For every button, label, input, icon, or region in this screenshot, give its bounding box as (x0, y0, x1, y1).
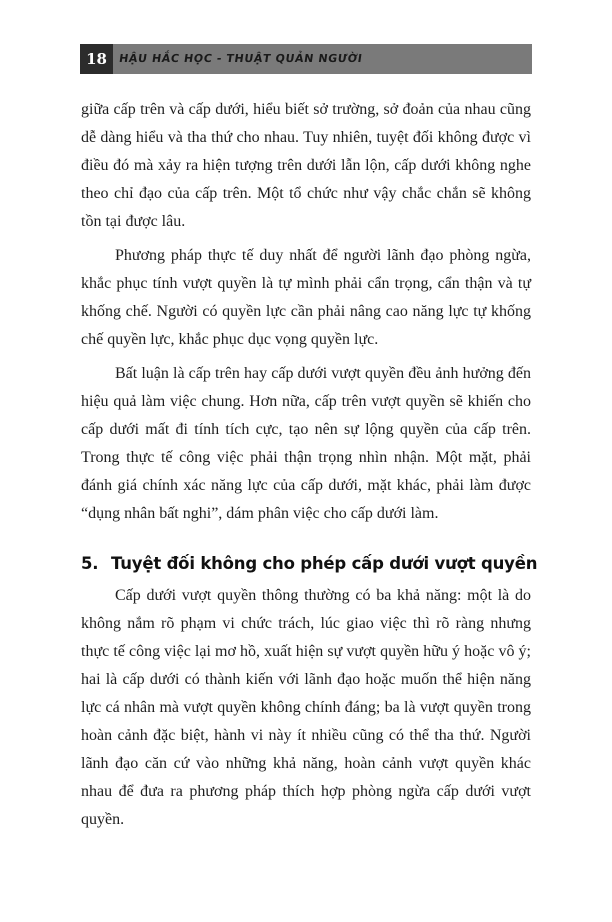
running-title: HẬU HẮC HỌC - THUẬT QUẢN NGƯỜI (118, 52, 364, 65)
paragraph: giữa cấp trên và cấp dưới, hiểu biết sở trường, sở đoản của nhau cũng dễ dàng hiểu và tha thứ cho nhau. Tuy nhiên, tuyệt đối không được vì điều đó mà xảy ra hiện tượng trên dưới lẫn lộn, cấp dưới không nghe theo chỉ đạo của cấp trên. Một tổ chức như vậy chắc chắn sẽ không tồn tại được lâu. (81, 101, 531, 230)
section-title: Tuyệt đối không cho phép cấp dưới vượt quyền (111, 554, 538, 573)
paragraph: Cấp dưới vượt quyền thông thường có ba khả năng: một là do không nắm rõ phạm vi chức trách, lúc giao việc thì rõ ràng nhưng thực tế công việc lại mơ hồ, xuất hiện sự vượt quyền hữu ý hoặc vô ý; hai là cấp dưới có thành kiến với lãnh đạo hoặc muốn thể hiện năng lực cá nhân mà vượt quyền không chính đáng; ba là vượt quyền trong hoàn cảnh đặc biệt, hành vi này ít nhiều cũng có thể tha thứ. Người lãnh đạo căn cứ vào những khả năng, hoàn cảnh vượt quyền khác nhau để đưa ra phương pháp thích hợp phòng ngừa cấp dưới vượt quyền. (81, 587, 531, 828)
page-body (81, 96, 538, 840)
paragraph: Phương pháp thực tế duy nhất để người lãnh đạo phòng ngừa, khắc phục tính vượt quyền là tự mình phải cẩn trọng, cẩn thận và tự khống chế. Người có quyền lực cần phải nâng cao năng lực tự khống chế quyền lực, khắc phục dục vọng quyền lực. (81, 247, 531, 348)
section-number: 5. (81, 554, 99, 573)
page-number: 18 (80, 44, 113, 74)
paragraph: Bất luận là cấp trên hay cấp dưới vượt quyền đều ảnh hưởng đến hiệu quả làm việc chung. Hơn nữa, cấp trên vượt quyền sẽ khiến cho cấp dưới mất đi tính tích cực, tạo nên sự lộng quyền của cấp trên. Trong thực tế công việc phải thận trọng nhìn nhận. Một mặt, phải đánh giá chính xác năng lực của cấp dưới, mặt khác, phải làm được “dụng nhân bất nghi”, dám phân việc cho cấp dưới làm. (81, 365, 531, 522)
section-heading (81, 550, 538, 578)
running-header (80, 44, 532, 74)
